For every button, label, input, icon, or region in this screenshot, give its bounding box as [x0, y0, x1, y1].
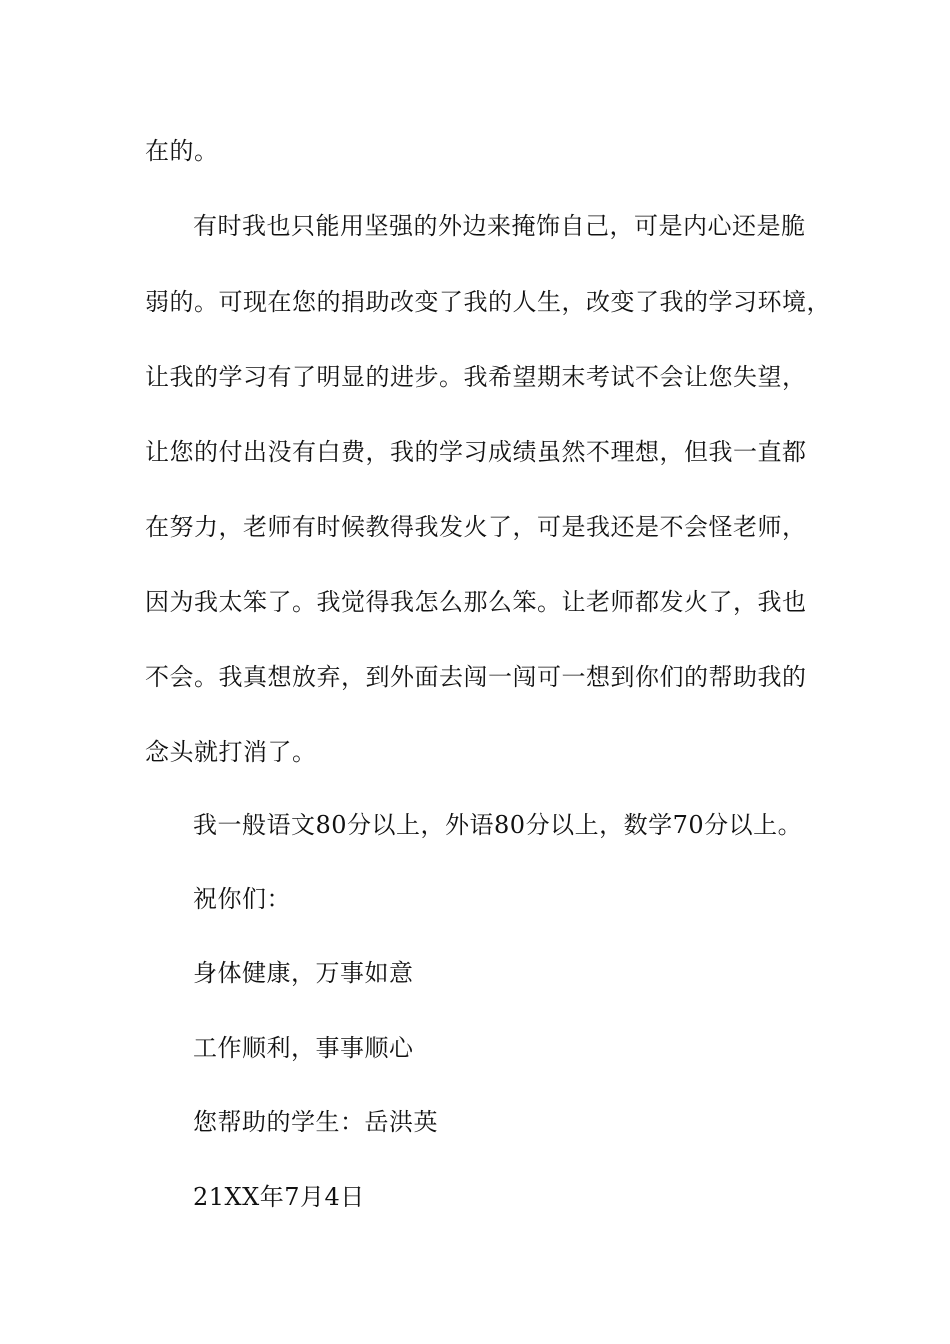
paragraph-first-line: 有时我也只能用坚强的外边来掩饰自己，可是内心还是脆: [193, 212, 806, 240]
signature: 您帮助的学生：岳洪英: [193, 1108, 438, 1136]
wish-line-2: 工作顺利，事事顺心: [193, 1034, 414, 1062]
text-line: 弱的。可现在您的捐助改变了我的人生，改变了我的学习环境，: [145, 288, 831, 316]
text-line: 因为我太笨了。我觉得我怎么那么笨。让老师都发火了，我也: [145, 588, 807, 616]
text-line: 在的。: [145, 137, 219, 165]
scores-line: 我一般语文80分以上，外语80分以上，数学70分以上。: [193, 811, 803, 839]
date: 21XX年7月4日: [193, 1183, 365, 1211]
text-line: 在努力，老师有时候教得我发火了，可是我还是不会怪老师，: [145, 513, 807, 541]
text-line: 让您的付出没有白费，我的学习成绩虽然不理想，但我一直都: [145, 438, 807, 466]
text-line: 念头就打消了。: [145, 738, 317, 766]
salutation: 祝你们：: [193, 885, 291, 913]
text-line: 让我的学习有了明显的进步。我希望期末考试不会让您失望，: [145, 363, 807, 391]
wish-line-1: 身体健康，万事如意: [193, 959, 414, 987]
text-line: 不会。我真想放弃，到外面去闯一闯可一想到你们的帮助我的: [145, 663, 807, 691]
